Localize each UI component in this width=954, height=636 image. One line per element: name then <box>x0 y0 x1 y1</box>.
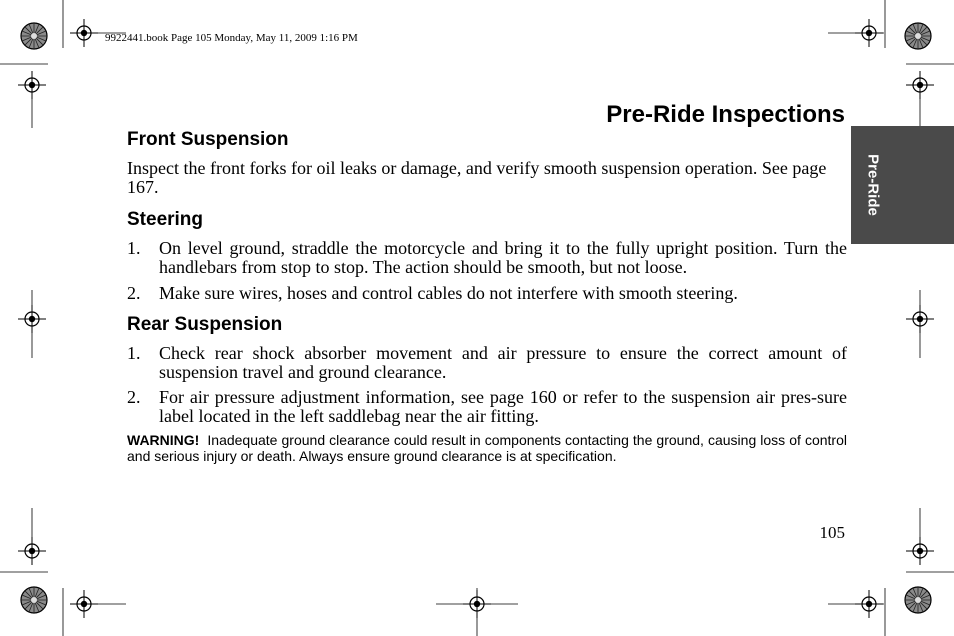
list-number: 2. <box>127 283 141 303</box>
registration-mark <box>70 19 98 47</box>
page-number: 105 <box>819 523 845 542</box>
registration-mark <box>855 590 883 618</box>
list-text: On level ground, straddle the motorcycle and bring it to the fully upright position. Turn the handlebars from stop to stop. The action should be smooth, but not loose. <box>159 238 847 277</box>
page-title: Pre-Ride Inspections <box>606 101 845 128</box>
warning-label: WARNING! <box>127 432 200 448</box>
list-text: Make sure wires, hoses and control cables do not interfere with smooth steering. <box>159 283 738 303</box>
section-heading-steering: Steering <box>127 209 204 230</box>
list-number: 2. <box>127 387 141 407</box>
warning-text: Inadequate ground clearance could result in components contacting the ground, causing loss of control and serious injury or death. Always ensure ground clearance is at specification. <box>127 432 847 464</box>
list-number: 1. <box>127 343 141 363</box>
front-suspension-body: Inspect the front forks for oil leaks or damage, and verify smooth suspension operation. See page 167. <box>127 158 827 197</box>
starburst-mark-top-right <box>905 23 931 49</box>
starburst-mark-bottom-right <box>905 587 931 613</box>
steering-list-item <box>127 239 847 277</box>
registration-mark <box>463 590 491 618</box>
list-text: Check rear shock absorber movement and air pressure to ensure the correct amount of suspension travel and ground clearance. <box>159 343 847 382</box>
rear-suspension-list-item <box>127 388 847 426</box>
section-heading-front-suspension: Front Suspension <box>127 129 289 150</box>
registration-mark <box>70 590 98 618</box>
registration-mark <box>18 71 46 99</box>
starburst-mark-bottom-left <box>21 587 47 613</box>
registration-mark <box>906 537 934 565</box>
list-number: 1. <box>127 238 141 258</box>
book-header-info: 9922441.book Page 105 Monday, May 11, 2009 1:16 PM <box>105 32 358 44</box>
registration-mark <box>18 305 46 333</box>
registration-mark <box>906 305 934 333</box>
list-text: For air pressure adjustment information, see page 160 or refer to the suspension air pres-sure label located in the left saddlebag near the air fitting. <box>159 387 847 426</box>
section-heading-rear-suspension: Rear Suspension <box>127 314 283 335</box>
rear-suspension-list-item <box>127 344 847 382</box>
side-tab-label: Pre-Ride <box>864 154 882 216</box>
registration-mark <box>855 19 883 47</box>
registration-mark <box>906 71 934 99</box>
registration-mark <box>18 537 46 565</box>
warning-notice <box>127 432 847 464</box>
starburst-mark-top-left <box>21 23 47 49</box>
steering-list-item <box>127 284 847 303</box>
